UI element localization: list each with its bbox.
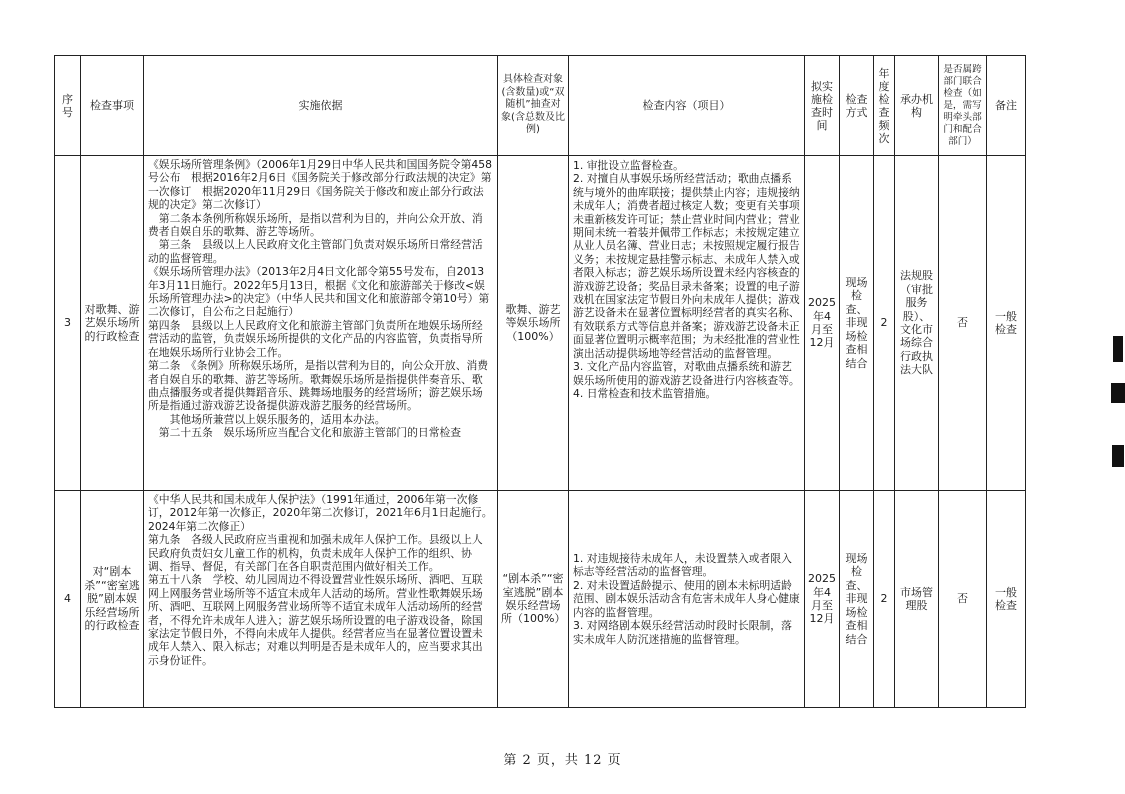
table-header-row (55, 56, 1026, 156)
row-method: 现场检查、非现场检查相结合 (840, 491, 874, 708)
row-content: 1. 对违规接待未成年人，未设置禁入或者限入标志等经营活动的监督管理。 2. 对未设置适龄提示、使用的剧本未标明适龄范围、剧本娱乐活动含有危害未成年人身心健康内容的监督管理。 3. 对网络剧本娱乐经营活动时段时长限制，落实未成年人防沉迷措施的监督管理。 (569, 491, 805, 708)
scan-mark (1112, 445, 1124, 467)
table-row (55, 491, 1026, 708)
row-basis: 《中华人民共和国未成年人保护法》（1991年通过，2006年第一次修订，2012年第一次修正，2020年第二次修订，2021年6月1日起施行。2024年第二次修正） 第九条 各级人民政府应当重视和加强未成年人保护工作。县级以上人民政府负责妇女儿童工作的机构，负责未成年人保护工作的组织、协调、指导、督促，有关部门在各自职责范围内做好相关工作。 第五十八条 学校、幼儿园周边不得设置营业性娱乐场所、酒吧、互联网上网服务营业场所等不适宜未成年人活动的场所。营业性歌舞娱乐场所、酒吧、互联网上网服务营业场所等不适宜未成年人活动场所的经营者，不得允许未成年人进入；游艺娱乐场所设置的电子游戏设备，除国家法定节假日外，不得向未成年人提供。经营者应当在显著位置设置未成年人禁入、限入标志；对难以判明是否是未成年人的，应当要求其出示身份证件。 (144, 491, 498, 708)
row-basis (144, 156, 498, 491)
header-method: 检查方式 (840, 56, 874, 156)
header-item: 检查事项 (81, 56, 144, 156)
table-row (55, 156, 1026, 491)
row-joint: 否 (939, 156, 987, 491)
row-object: “剧本杀”“密室逃脱”剧本娱乐经营场所（100%） (498, 491, 569, 708)
row-freq: 2 (874, 491, 895, 708)
row-basis-text: 《娱乐场所管理条例》（2006年1月29日中华人民共和国国务院令第458号公布 根据2016年2月6日《国务院关于修改部分行政法规的决定》第一次修订 根据2020年11月29日《国务院关于修改和废止部分行政法规的决定》第二次修订） 第二条本条例所称娱乐场所，是指以营利为目的，并向公众开放、消费者自娱自乐的歌舞、游艺等场所。 第三条 县级以上人民政府文化主管部门负责对娱乐场所日常经营活动的监督管理。 《娱乐场所管理办法》（2013年2月4日文化部令第55号发布，自2013年3月11日施行。2022年5月13日，根据《文化和旅游部关于修改<娱乐场所管理办法>的决定》（中华人民共和国文化和旅游部令第10号）第二次修订，自公布之日起施行） 第四条 县级以上人民政府文化和旅游主管部门负责所在地娱乐场所经营活动的监管，负责娱乐场所提供的文化产品的内容监管，负责指导所在地娱乐场所行业协会工作。 第二条 《条例》所称娱乐场所，是指以营利为目的，向公众开放、消费者自娱自乐的歌舞、游艺等场所。歌舞娱乐场所是指提供伴奏音乐、歌曲点播服务或者提供舞蹈音乐、跳舞场地服务的经营场所；游艺娱乐场所是指通过游戏游艺设备提供游戏游艺服务的经营场所。 其他场所兼营以上娱乐服务的，适用本办法。 第二十五条 娱乐场所应当配合文化和旅游主管部门的日常检查 (148, 158, 493, 440)
row-note: 一般检查 (987, 491, 1026, 708)
row-item: 对歌舞、游艺娱乐场所的行政检查 (81, 156, 144, 491)
header-seq: 序号 (55, 56, 81, 156)
row-note: 一般检查 (987, 156, 1026, 491)
page-footer: 第 2 页，共 12 页 (503, 753, 622, 768)
header-org: 承办机构 (895, 56, 939, 156)
header-object: 具体检查对象(含数量)或“双随机”抽查对象(含总数及比例) (498, 56, 569, 156)
row-method: 现场检查、非现场检查相结合 (840, 156, 874, 491)
row-time: 2025年4月至12月 (805, 491, 840, 708)
row-object: 歌舞、游艺等娱乐场所（100%） (498, 156, 569, 491)
row-time: 2025年4月至12月 (805, 156, 840, 491)
row-org: 市场管理股 (895, 491, 939, 708)
inspection-table (54, 55, 1026, 708)
row-freq: 2 (874, 156, 895, 491)
scan-mark (1113, 336, 1123, 362)
row-seq: 4 (55, 491, 81, 708)
header-freq: 年度检查频次 (874, 56, 895, 156)
row-item: 对“剧本杀”“密室逃脱”剧本娱乐经营场所的行政检查 (81, 491, 144, 708)
scan-mark (1111, 383, 1125, 403)
row-org: 法规股（审批服务股）、文化市场综合行政执法大队 (895, 156, 939, 491)
row-seq: 3 (55, 156, 81, 491)
header-joint: 是否属跨部门联合检查（如是，需写明牵头部门和配合部门） (939, 56, 987, 156)
row-content: 1. 审批设立监督检查。 2. 对擅自从事娱乐场所经营活动；歌曲点播系统与境外的曲库联接；提供禁止内容；违规接纳未成年人；消费者超过核定人数；变更有关事项未重新核发许可证；禁止营业时间内营业；营业期间未统一着装并佩带工作标志；未按规定建立从业人员名簿、营业日志；未按照规定履行报告义务；未按规定悬挂警示标志、未成年人禁入或者限入标志；游艺娱乐场所设置未经内容核查的游戏游艺设备；奖品目录未备案；设置的电子游戏机在国家法定节假日外向未成年人提供；游戏游艺设备未在显著位置标明经营者的真实名称、有效联系方式等信息并备案；游戏游艺设备未正面显著位置明示概率范围；为未经批准的营业性演出活动提供场地等经营活动的监督管理。 3. 文化产品内容监管，对歌曲点播系统和游艺娱乐场所使用的游戏游艺设备进行内容核查等。 4. 日常检查和技术监管措施。 (569, 156, 805, 491)
header-note: 备注 (987, 56, 1026, 156)
header-basis: 实施依据 (144, 56, 498, 156)
row-joint: 否 (939, 491, 987, 708)
header-time: 拟实施检查时间 (805, 56, 840, 156)
header-content: 检查内容（项目） (569, 56, 805, 156)
